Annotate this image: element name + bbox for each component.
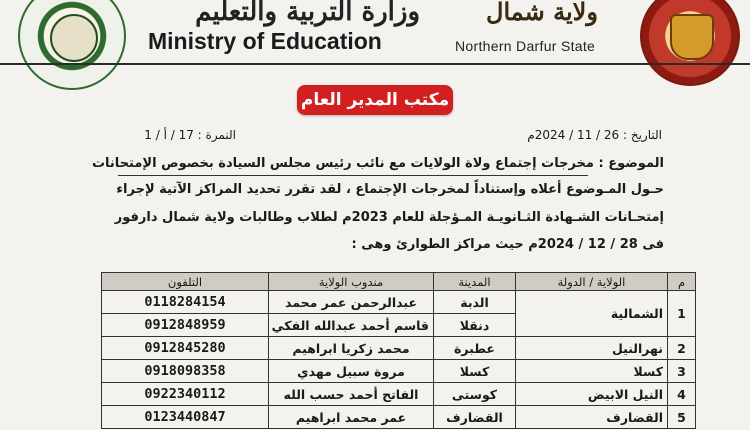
row-phone: 0123440847	[102, 406, 269, 429]
ministry-emblem-icon	[18, 0, 126, 90]
row-representative: محمد زكريا ابراهيم	[269, 337, 434, 360]
table-row	[102, 360, 696, 383]
row-number: 1	[668, 291, 696, 337]
column-header-state: الولاية / الدولة	[516, 273, 668, 291]
row-phone: 0912848959	[102, 314, 269, 337]
letter-subject: الموضوع : مخرجات إجتماع ولاة الولايات مع نائب رئيس مجلس السيادة بخصوص الإمتحانات	[91, 156, 664, 171]
row-state: النيل الابيض	[516, 383, 668, 406]
row-representative: مروة سبيل مهدي	[269, 360, 434, 383]
row-representative: عمر محمد ابراهيم	[269, 406, 434, 429]
row-phone: 0912845280	[102, 337, 269, 360]
office-badge: مكتب المدير العام	[297, 85, 453, 115]
row-state: الشمالية	[516, 291, 668, 337]
exam-centers-table	[101, 272, 696, 429]
row-representative: عبدالرحمن عمر محمد	[269, 291, 434, 314]
letter-body-line-1: حـول المـوضوع أعلاه وإستناداً لمخرجات الإجتماع ، لقد تقرر تحديد المراكز الآتية لإجراء	[116, 182, 664, 197]
header-divider	[0, 63, 750, 65]
row-phone: 0118284154	[102, 291, 269, 314]
row-phone: 0918098358	[102, 360, 269, 383]
table-row	[102, 291, 696, 314]
row-city: عطبرة	[434, 337, 516, 360]
column-header-representative: مندوب الولاية	[269, 273, 434, 291]
column-header-phone: التلفون	[102, 273, 269, 291]
row-representative: قاسم أحمد عبدالله الفكي	[269, 314, 434, 337]
row-city: كسلا	[434, 360, 516, 383]
row-representative: الفاتح أحمد حسب الله	[269, 383, 434, 406]
row-number: 3	[668, 360, 696, 383]
row-city: القضارف	[434, 406, 516, 429]
state-emblem-icon	[640, 0, 740, 86]
row-state: نهرالنيل	[516, 337, 668, 360]
row-number: 5	[668, 406, 696, 429]
letter-reference: النمرة : 17 / أ / 1	[144, 128, 236, 142]
letter-body-line-3: فى 28 / 12 / 2024م حيث مراكز الطوارئ وهى :	[351, 237, 664, 252]
row-number: 4	[668, 383, 696, 406]
table-row	[102, 337, 696, 360]
row-city: الدبة	[434, 291, 516, 314]
table-row	[102, 383, 696, 406]
ministry-name-english: Ministry of Education	[148, 28, 382, 54]
letter-date: التاريخ : 26 / 11 / 2024م	[527, 128, 662, 142]
state-name-arabic: ولاية شمال	[486, 0, 598, 26]
state-name-english: Northern Darfur State	[455, 38, 596, 54]
table-row	[102, 406, 696, 429]
letter-body-line-2: إمتحـانات الشـهادة الثـانويـة المـؤجلة للعام 2023م لطلاب وطالبات ولاية شمال دارفور	[114, 210, 664, 225]
column-header-city: المدينة	[434, 273, 516, 291]
row-phone: 0922340112	[102, 383, 269, 406]
subject-underline	[118, 175, 588, 176]
row-number: 2	[668, 337, 696, 360]
row-state: كسلا	[516, 360, 668, 383]
table-header-row	[102, 273, 696, 291]
row-city: كوستى	[434, 383, 516, 406]
row-state: القضارف	[516, 406, 668, 429]
column-header-number: م	[668, 273, 696, 291]
ministry-name-arabic: وزارة التربية والتعليم	[195, 0, 420, 27]
row-city: دنقلا	[434, 314, 516, 337]
